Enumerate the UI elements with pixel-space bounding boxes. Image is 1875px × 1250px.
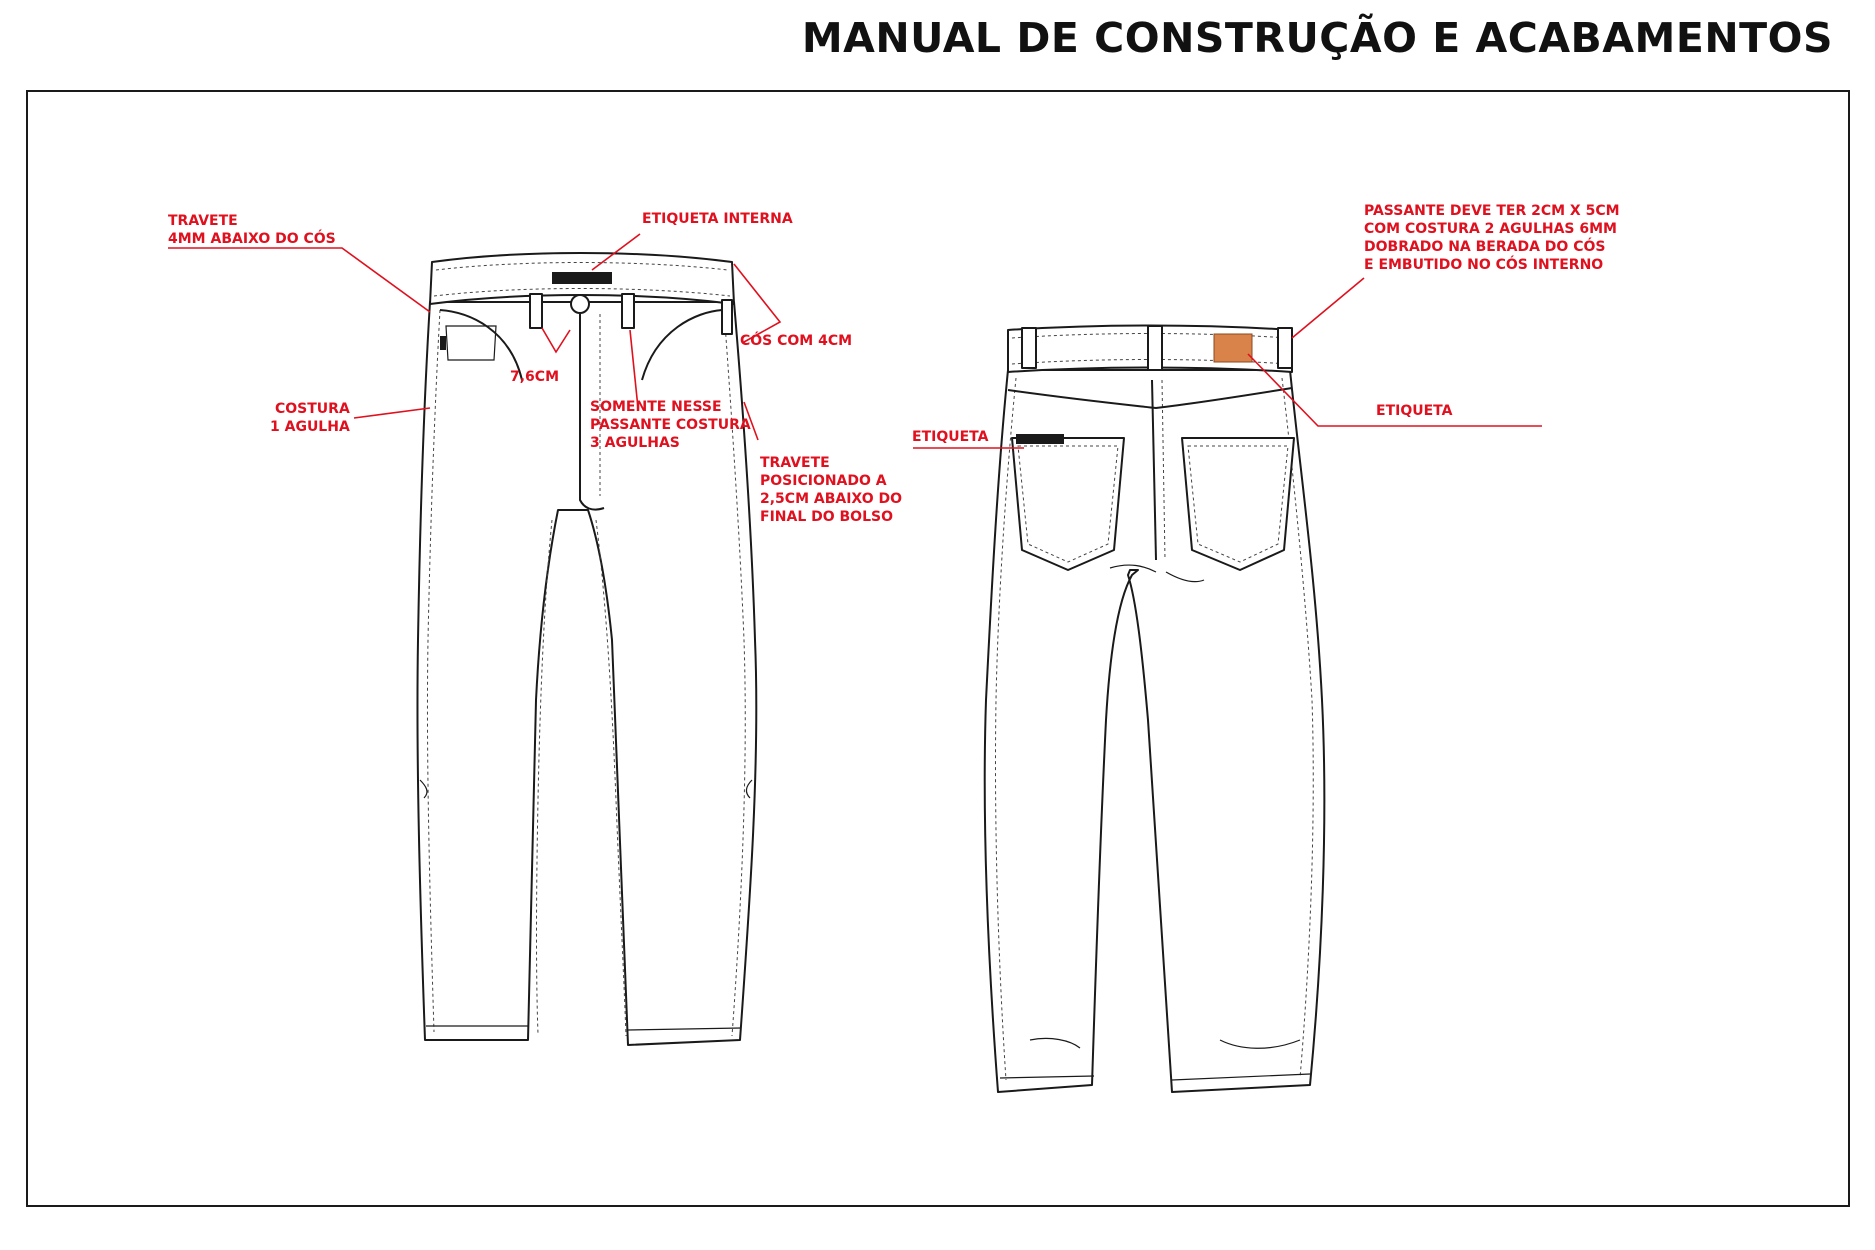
page-title: MANUAL DE CONSTRUÇÃO E ACABAMENTOS — [801, 14, 1833, 62]
front-belt-loop — [530, 294, 542, 328]
front-button — [571, 295, 589, 313]
inner-label — [552, 272, 612, 284]
front-belt-loop — [622, 294, 634, 328]
back-belt-loop — [1148, 326, 1162, 370]
callout-passante-spec: PASSANTE DEVE TER 2CM X 5CM COM COSTURA 2 AGULHAS 6MM DOBRADO NA BERADA DO CÓS E EMBUTIDO NO CÓS INTERNO — [1364, 203, 1620, 273]
pocket-label — [1016, 434, 1064, 444]
back-belt-loop — [1022, 328, 1036, 368]
callout-travete-cos: TRAVETE 4MM ABAIXO DO CÓS — [168, 213, 336, 247]
leather-label-patch — [1214, 334, 1252, 362]
callout-cos-4cm: CÓS COM 4CM — [740, 333, 853, 349]
callout-etiqueta-bolso: ETIQUETA — [912, 429, 989, 445]
callout-etiqueta-couro: ETIQUETA — [1376, 403, 1453, 419]
back-jeans-view — [985, 326, 1325, 1093]
callout-travete-bolso: TRAVETE POSICIONADO A 2,5CM ABAIXO DO FINAL DO BOLSO — [760, 455, 903, 525]
callout-lines — [168, 234, 1542, 448]
callout-etiqueta-interna: ETIQUETA INTERNA — [642, 211, 793, 227]
front-jeans-view — [417, 253, 756, 1045]
back-belt-loop — [1278, 328, 1292, 368]
back-pocket-left — [1012, 438, 1124, 570]
callout-loop-spacing: 7,6CM — [510, 369, 560, 385]
callout-costura-1-agulha: COSTURA 1 AGULHA — [270, 401, 350, 435]
callout-passante-3-agulhas: SOMENTE NESSE PASSANTE COSTURA 3 AGULHAS — [590, 399, 751, 451]
back-pocket-right — [1182, 438, 1294, 570]
